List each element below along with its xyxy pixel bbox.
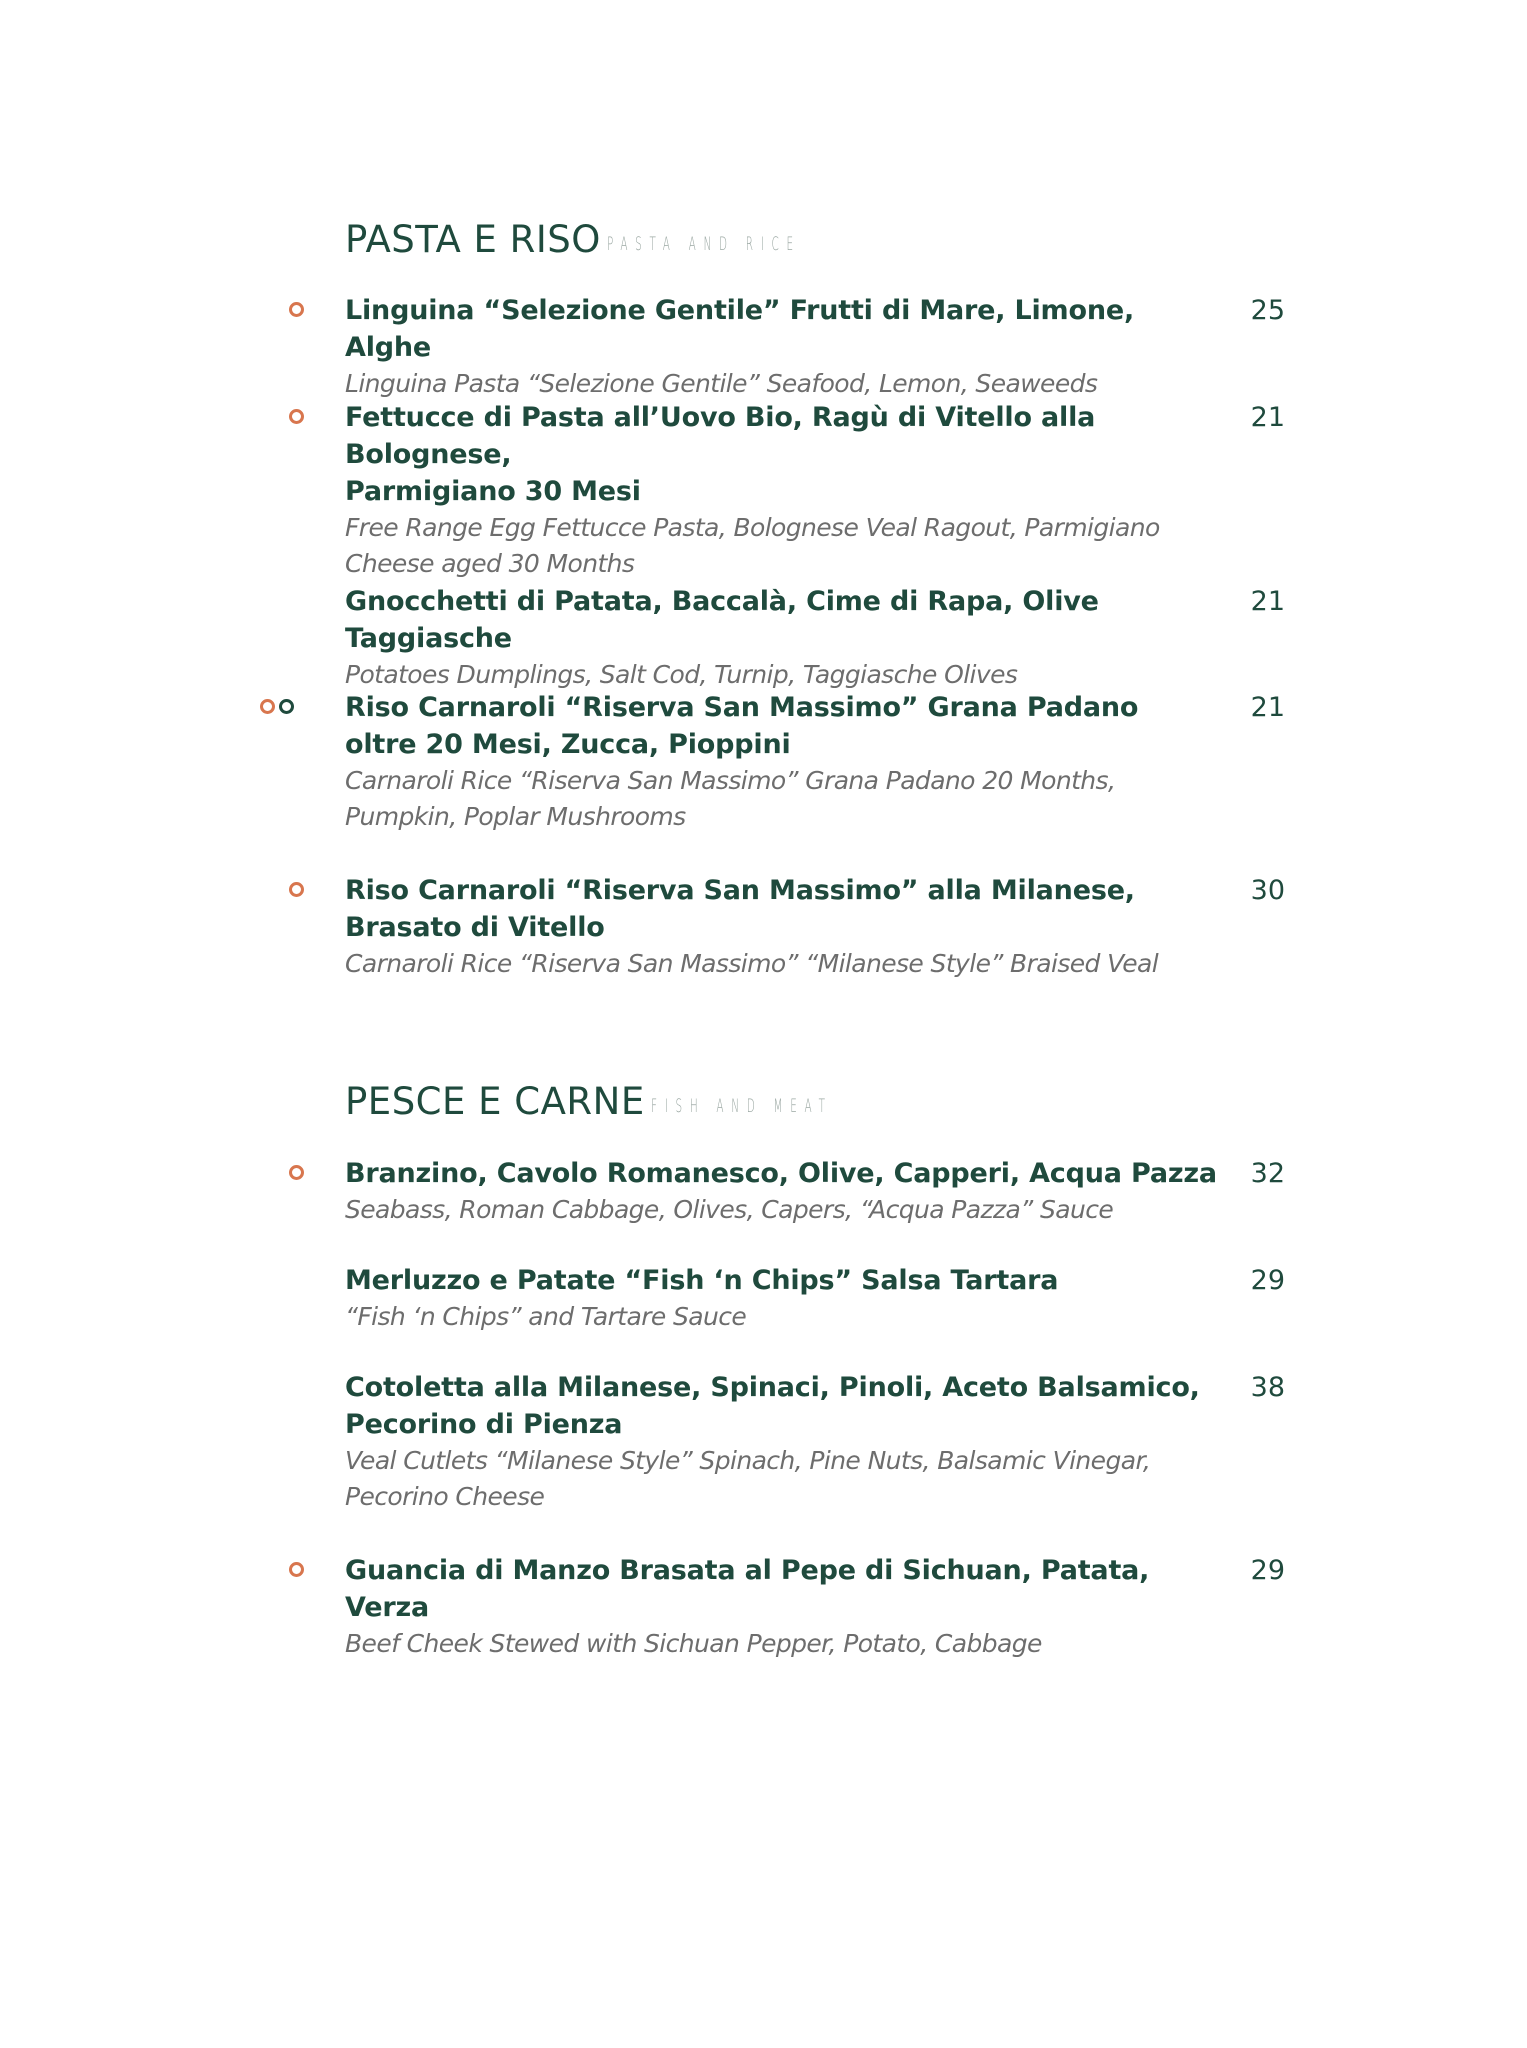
dish-price: 21 — [1250, 586, 1285, 617]
dish-description: Seabass, Roman Cabbage, Olives, Capers, “Acqua Pazza” Sauce — [345, 1195, 1114, 1224]
dish-price: 29 — [1250, 1265, 1285, 1296]
dietary-marks — [289, 882, 304, 904]
section-heading — [345, 1080, 981, 1123]
dish-name: Cotoletta alla Milanese, Spinaci, Pinoli, Aceto Balsamico, Pecorino di Pienza — [345, 1372, 1200, 1440]
dish-name: Merluzzo e Patate “Fish ‘n Chips” Salsa Tartara — [345, 1265, 1059, 1296]
dietary-marks — [289, 302, 304, 324]
dish-price: 30 — [1250, 875, 1285, 906]
dish-price: 38 — [1250, 1372, 1285, 1403]
dish-description: Potatoes Dumplings, Salt Cod, Turnip, Taggiasche Olives — [345, 660, 1018, 689]
section-title: PESCE E CARNE — [345, 1080, 645, 1123]
dish-name: Guancia di Manzo Brasata al Pepe di Sichuan, Patata, Verza — [345, 1555, 1150, 1623]
dish-price: 21 — [1250, 692, 1285, 723]
dish-description: Free Range Egg Fettucce Pasta, Bolognese Veal Ragout, Parmigiano Cheese aged 30 Months — [345, 513, 1160, 578]
section-subtitle: FISH AND MEAT — [650, 1095, 833, 1117]
dish-price: 32 — [1250, 1158, 1285, 1189]
orange-circle-icon — [289, 882, 304, 897]
section-heading — [345, 218, 959, 261]
dish-name: Riso Carnaroli “Riserva San Massimo” Grana Padano oltre 20 Mesi, Zucca, Pioppini — [345, 692, 1139, 760]
dish-description: Linguina Pasta “Selezione Gentile” Seafood, Lemon, Seaweeds — [345, 369, 1098, 398]
dietary-marks — [289, 409, 304, 431]
dish-name: Gnocchetti di Patata, Baccalà, Cime di Rapa, Olive Taggiasche — [345, 586, 1099, 654]
section-title: PASTA E RISO — [345, 218, 601, 261]
green-circle-icon — [279, 699, 294, 714]
dish-description: Veal Cutlets “Milanese Style” Spinach, Pine Nuts, Balsamic Vinegar, Pecorino Cheese — [345, 1446, 1151, 1511]
dish-name: Fettucce di Pasta all’Uovo Bio, Ragù di Vitello alla Bolognese, Parmigiano 30 Mesi — [345, 402, 1096, 507]
dietary-marks — [260, 699, 294, 721]
orange-circle-icon — [289, 409, 304, 424]
dish-description: “Fish ‘n Chips” and Tartare Sauce — [345, 1302, 747, 1331]
dish-name: Branzino, Cavolo Romanesco, Olive, Capperi, Acqua Pazza — [345, 1158, 1217, 1189]
dietary-marks — [289, 1165, 304, 1187]
orange-circle-icon — [289, 1562, 304, 1577]
dish-price: 25 — [1250, 295, 1285, 326]
dish-description: Beef Cheek Stewed with Sichuan Pepper, Potato, Cabbage — [345, 1629, 1042, 1658]
dish-price: 21 — [1250, 402, 1285, 433]
orange-circle-icon — [289, 302, 304, 317]
dish-name: Linguina “Selezione Gentile” Frutti di Mare, Limone, Alghe — [345, 295, 1135, 363]
orange-circle-icon — [289, 1165, 304, 1180]
dietary-marks — [289, 1562, 304, 1584]
dish-price: 29 — [1250, 1555, 1285, 1586]
section-subtitle: PASTA AND RICE — [606, 233, 801, 255]
orange-circle-icon — [260, 699, 275, 714]
dish-name: Riso Carnaroli “Riserva San Massimo” alla Milanese, Brasato di Vitello — [345, 875, 1135, 943]
dish-description: Carnaroli Rice “Riserva San Massimo” “Milanese Style” Braised Veal — [345, 949, 1159, 978]
dish-description: Carnaroli Rice “Riserva San Massimo” Grana Padano 20 Months, Pumpkin, Poplar Mushrooms — [345, 766, 1116, 831]
